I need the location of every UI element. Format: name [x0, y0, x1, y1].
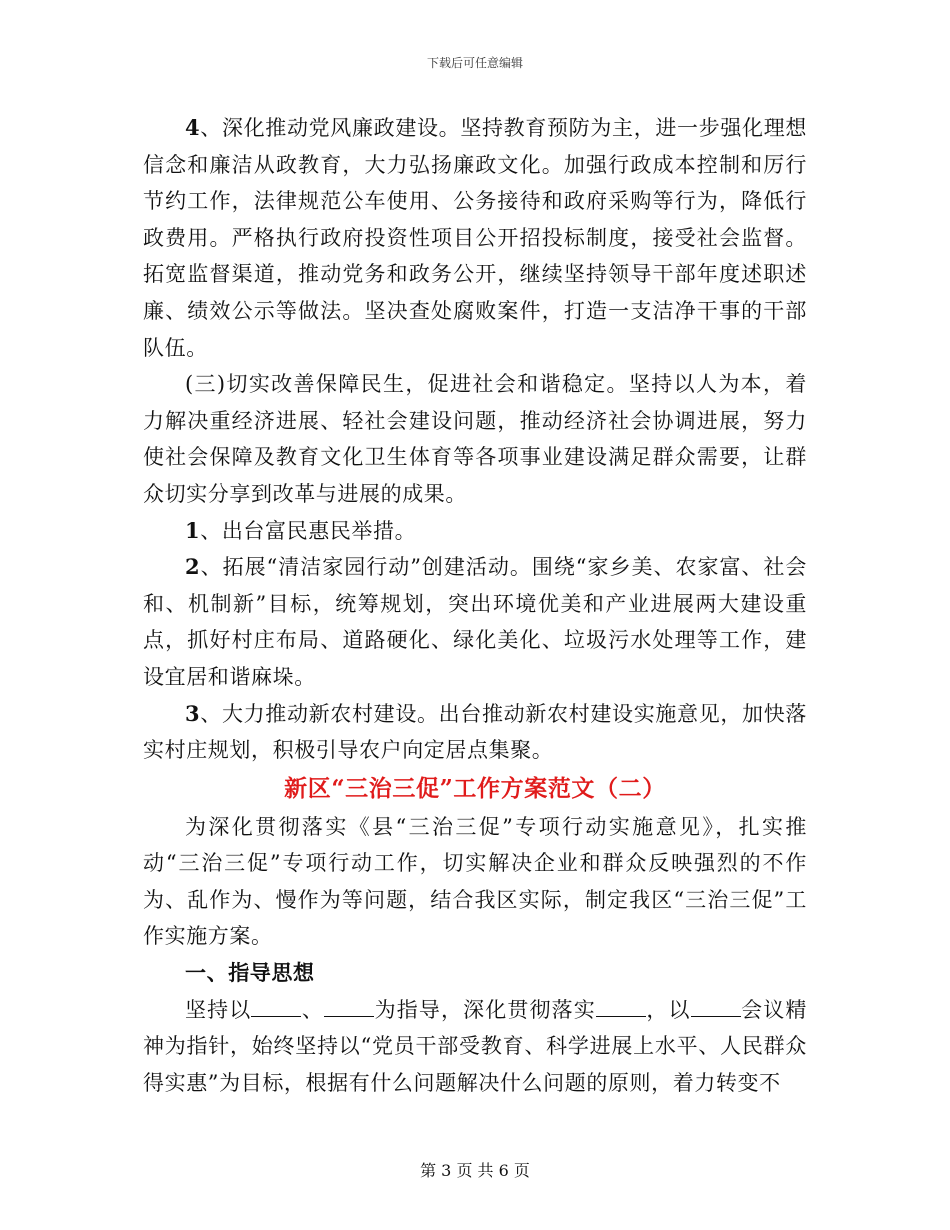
fill-blank	[324, 996, 374, 1017]
document-body	[143, 110, 807, 1101]
heading-guiding-ideology: 一、指导思想	[185, 960, 315, 986]
header-note: 下载后可任意编辑	[426, 56, 523, 70]
fill-blank	[596, 996, 646, 1017]
fill-blank	[691, 996, 741, 1017]
page-number-footer: 第 3 页 共 6 页	[420, 1161, 530, 1180]
paragraph-text: 、出台富民惠民举措。	[200, 518, 417, 543]
paragraph-item-1	[143, 513, 807, 550]
paragraph-item-4	[143, 110, 807, 366]
item-number: 2	[185, 554, 201, 580]
section-title: 新区“三治三促”工作方案范文（二）	[284, 774, 666, 802]
item-number: 1	[185, 517, 201, 543]
item-number: 3	[185, 700, 201, 726]
paragraph-item-3	[143, 696, 807, 769]
fill-blank	[251, 996, 301, 1017]
paragraph-text: 、深化推动党风廉政建设。坚持教育预防为主，进一步强化理想信念和廉洁从政教育，大力弘扬廉政文化。加强行政成本控制和厉行节约工作，法律规范公车使用、公务接待和政府采购等行为，降低行政费用。严格执行政府投资性项目公开招投标制度，接受社会监督。拓宽监督渠道，推动党务和政务公开，继续坚持领导干部年度述职述廉、绩效公示等做法。坚决查处腐败案件，打造一支洁净干事的干部队伍。	[143, 116, 807, 360]
guide-text-3: ，以	[645, 997, 691, 1022]
guiding-ideology-paragraph	[143, 992, 807, 1102]
guide-text-1: 坚持以	[185, 997, 252, 1022]
guide-text-4: 会议精神为指针，始终坚持以“党员干部受教育、科学进展上水平、人民群众得实惠”为目标，根据有什么问题解决什么问题的原则，着力转变不	[143, 997, 807, 1095]
paragraph-section-three: (三)切实改善保障民生，促进社会和谐稳定。坚持以人为本，着力解决重经济进展、轻社会建设问题，推动经济社会协调进展，努力使社会保障及教育文化卫生体育等各项事业建设满足群众需要，让群众切实分享到改革与进展的成果。	[143, 372, 807, 506]
paragraph-item-2	[143, 549, 807, 695]
guide-separator: 、	[301, 997, 325, 1022]
intro-paragraph: 为深化贯彻落实《县“三治三促”专项行动实施意见》，扎实推动“三治三促”专项行动工作，切实解决企业和群众反映强烈的不作为、乱作为、慢作为等问题，结合我区实际，制定我区“三治三促”工作实施方案。	[143, 814, 807, 949]
paragraph-text: 、大力推动新农村建设。出台推动新农村建设实施意见，加快落实村庄规划，积极引导农户向定居点集聚。	[143, 701, 807, 763]
paragraph-text: 、拓展“清洁家园行动”创建活动。围绕“家乡美、农家富、社会和、机制新”目标，统筹规划，突出环境优美和产业进展两大建设重点，抓好村庄布局、道路硬化、绿化美化、垃圾污水处理等工作，建设宜居和谐麻垛。	[143, 555, 807, 689]
guide-text-2: 为指导，深化贯彻落实	[374, 997, 596, 1022]
item-number: 4	[185, 115, 201, 140]
